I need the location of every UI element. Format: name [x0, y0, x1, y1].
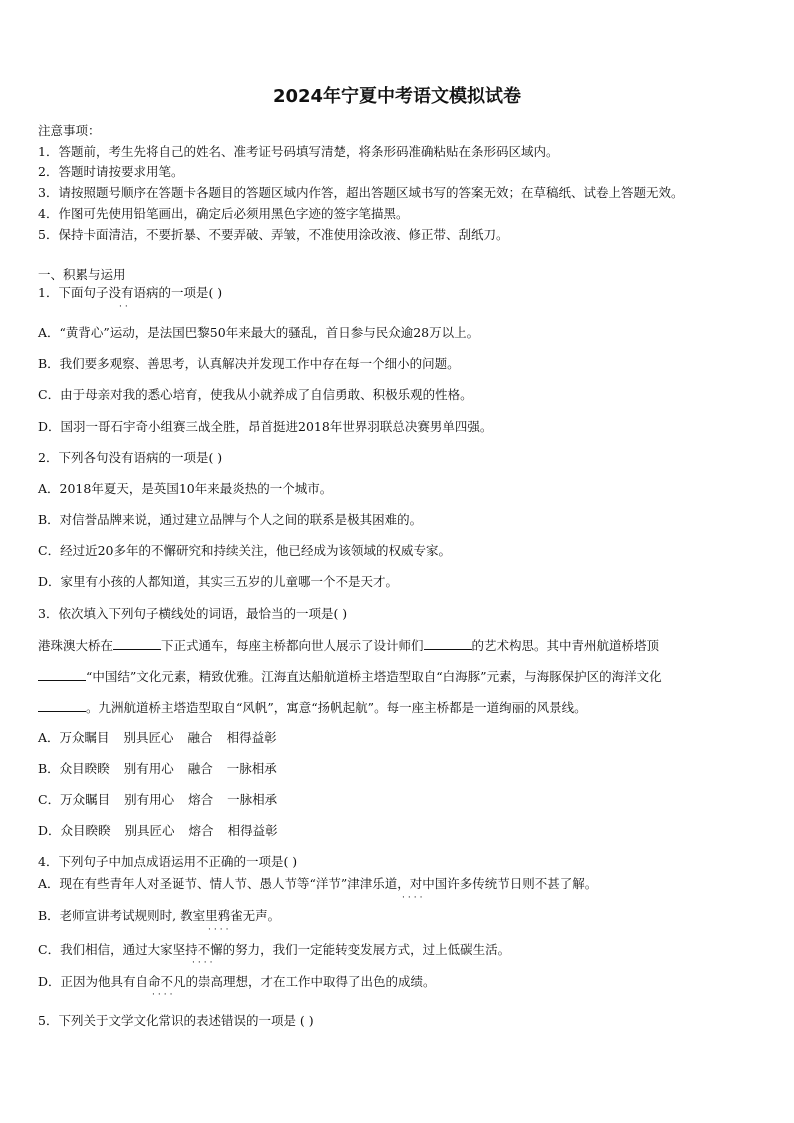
- question-5-stem: 5．下列关于文学文化常识的表述错误的一项是 ( ): [38, 1013, 314, 1028]
- emphasis-dots: ··: [119, 302, 131, 312]
- question-2-option-d: D．家里有小孩的人都知道，其实三五岁的儿童哪一个不是天才。: [38, 574, 399, 589]
- answer-blank: [38, 699, 86, 712]
- question-2-option-c: C．经过近20多年的不懈研究和持续关注，他已经成为该领域的权威专家。: [38, 543, 451, 558]
- page-title: 2024年宁夏中考语文模拟试卷: [272, 86, 522, 107]
- section-heading: 一、积累与运用: [38, 267, 126, 282]
- question-1-option-b: B．我们要多观察、善思考，认真解决并发现工作中存在每一个细小的问题。: [38, 356, 460, 371]
- question-4-option-b: B．老师宣讲考试规则时, 教室里鸦雀无声。: [38, 908, 281, 923]
- notice-item-5: 5．保持卡面清洁，不要折暴、不要弄破、弄皱，不准使用涂改液、修正带、刮纸刀。: [38, 227, 509, 242]
- question-3-option-c: C．万众瞩目 别有用心 熔合 一脉相承: [38, 792, 278, 807]
- question-3-passage-line-1: 港珠澳大桥在 下正式通车，每座主桥都向世人展示了设计师们 的艺术构思。其中青州航道桥塔顶: [38, 638, 660, 653]
- answer-blank: [38, 668, 86, 681]
- notice-heading: 注意事项：: [38, 123, 101, 138]
- question-1-option-d: D．国羽一哥石宇奇小组赛三战全胜，昂首挺进2018年世界羽联总决赛男单四强。: [38, 419, 493, 434]
- question-4-stem: 4．下列句子中加点成语运用不正确的一项是( ): [38, 854, 298, 869]
- notice-item-4: 4．作图可先使用铅笔画出，确定后必须用黑色字迹的签字笔描黑。: [38, 206, 409, 221]
- notice-item-2: 2．答题时请按要求用笔。: [38, 164, 184, 179]
- question-2-option-a: A．2018年夏天，是英国10年来最炎热的一个城市。: [38, 481, 333, 496]
- emphasis-dots: ····: [152, 990, 176, 1000]
- question-3-option-a: A．万众瞩目 别具匠心 融合 相得益彰: [38, 730, 277, 745]
- question-3-option-d: D．众目睽睽 别具匠心 熔合 相得益彰: [38, 823, 278, 838]
- question-3-stem: 3．依次填入下列句子横线处的词语，最恰当的一项是( ): [38, 606, 348, 621]
- question-1-option-c: C．由于母亲对我的悉心培育，使我从小就养成了自信勇敢、积极乐观的性格。: [38, 387, 473, 402]
- answer-blank: [113, 637, 161, 650]
- question-4-option-d: D．正因为他具有自命不凡的崇高理想，才在工作中取得了出色的成绩。: [38, 974, 436, 989]
- notice-item-1: 1．答题前，考生先将自己的姓名、准考证号码填写清楚，将条形码准确粘贴在条形码区域内。: [38, 144, 559, 159]
- emphasis-dots: ····: [208, 925, 232, 935]
- question-3-passage-line-3: 。九洲航道桥主塔造型取自“风帆”，寓意“扬帆起航”。每一座主桥都是一道绚丽的风景线。: [38, 699, 768, 716]
- emphasis-dots: ····: [402, 893, 426, 903]
- notice-item-3: 3．请按照题号顺序在答题卡各题目的答题区域内作答，超出答题区域书写的答案无效；在草稿纸、试卷上答题无效。: [38, 185, 684, 200]
- question-3-passage-line-2: “中国结”文化元素，精致优雅。江海直达船航道桥主塔造型取自“白海豚”元素，与海豚保护区的海洋文化: [38, 668, 768, 685]
- emphasis-dots: ····: [192, 958, 216, 968]
- question-1-stem: 1．下面句子没有语病的一项是( ): [38, 285, 223, 300]
- question-4-option-c: C．我们相信，通过大家坚持不懈的努力，我们一定能转变发展方式，过上低碳生活。: [38, 942, 511, 957]
- question-3-option-b: B．众目睽睽 别有用心 融合 一脉相承: [38, 761, 277, 776]
- answer-blank: [424, 637, 472, 650]
- question-2-option-b: B．对信誉品牌来说，通过建立品牌与个人之间的联系是极其困难的。: [38, 512, 423, 527]
- question-4-option-a: A．现在有些青年人对圣诞节、情人节、愚人节等“洋节”津津乐道，对中国许多传统节日则不甚了解。: [38, 876, 598, 891]
- question-1-option-a: A．“黄背心”运动，是法国巴黎50年来最大的骚乱，首日参与民众逾28万以上。: [38, 325, 480, 340]
- question-2-stem: 2．下列各句没有语病的一项是( ): [38, 450, 223, 465]
